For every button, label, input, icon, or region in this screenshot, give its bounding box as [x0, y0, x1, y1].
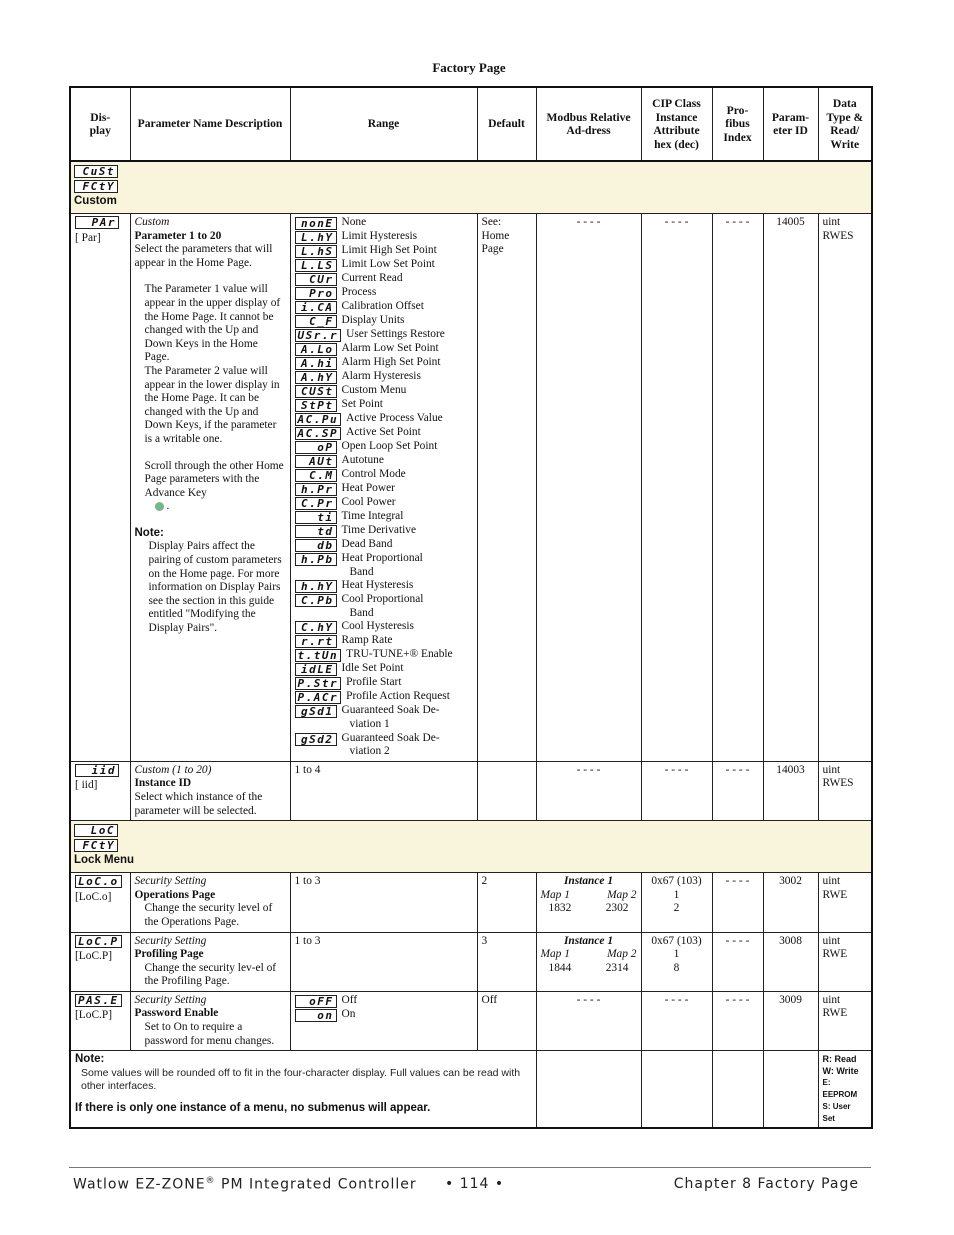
cip-value: - - - -: [641, 991, 712, 1050]
map-value: 1844: [548, 961, 572, 974]
range-option: [295, 482, 473, 496]
range-option: [295, 648, 473, 662]
range-option: [295, 704, 473, 731]
cip-attribute: 2: [673, 902, 680, 915]
lcd-display: P.Str: [295, 677, 342, 690]
header-cip: CIP Class Instance Attribute hex (dec): [641, 87, 712, 161]
range-option-label: Active Process Value: [346, 412, 443, 424]
map-label: Map 1: [540, 948, 570, 961]
lcd-display: CUr: [295, 273, 337, 286]
header-modbus: Modbus Relative Ad-dress: [536, 87, 641, 161]
legend-item: Set: [822, 1114, 835, 1124]
map-label: Map 2: [607, 888, 637, 901]
range-option-label: Current Read: [341, 272, 403, 284]
param-description: Change the security level of the Operations Page.: [144, 902, 273, 928]
header-profibus: Pro-fibus Index: [712, 87, 763, 161]
param-category: Security Setting: [134, 875, 207, 888]
range-option-label: Limit High Set Point: [341, 244, 437, 256]
range-option-label: Off: [341, 993, 358, 1006]
range-option: [295, 552, 473, 579]
header-display: Dis- play: [70, 87, 130, 161]
range-option-label: Guaranteed Soak De-: [341, 704, 440, 717]
data-type: uint: [822, 763, 841, 776]
lcd-display: AC.Pu: [295, 413, 342, 426]
range-list: [290, 214, 477, 762]
param-category: Security Setting: [134, 993, 207, 1006]
range-option-label: Custom Menu: [341, 384, 407, 396]
param-category: Security Setting: [134, 934, 207, 947]
range-option-label: Open Loop Set Point: [341, 440, 438, 452]
read-write: RWES: [822, 229, 854, 242]
lcd-display: r.rt: [295, 635, 337, 648]
lcd-display: P.ACr: [295, 691, 342, 704]
lcd-display: LoC: [74, 824, 118, 837]
read-write: RWE: [822, 888, 848, 901]
lcd-display: h.hY: [295, 580, 337, 593]
param-description: Select which instance of the parameter will be selected.: [134, 790, 263, 817]
range-option-label: On: [341, 1007, 356, 1020]
lcd-display: StPt: [295, 399, 337, 412]
header-name: Parameter Name Description: [130, 87, 290, 161]
profibus-value: - - - -: [712, 991, 763, 1050]
data-type: uint: [822, 993, 841, 1006]
default-value: See: Home Page: [477, 214, 536, 762]
lcd-display: L.hS: [295, 245, 337, 258]
lcd-display: h.Pb: [295, 553, 337, 566]
range-option-label: Heat Proportional: [341, 552, 423, 564]
lcd-display: L.LS: [295, 259, 337, 272]
param-code: [ Par]: [75, 231, 101, 244]
registered-mark: ®: [205, 1176, 216, 1186]
lcd-display: L.hY: [295, 231, 337, 244]
range-option-label: Cool Proportional: [341, 593, 424, 606]
header-default: Default: [477, 87, 536, 161]
footnote-bold: If there is only one instance of a menu, no submenus will appear.: [75, 1101, 431, 1114]
range-option: [295, 426, 473, 440]
lcd-display: nonE: [295, 217, 337, 230]
range-option: [295, 1008, 473, 1022]
range-option-label: Process: [341, 286, 377, 298]
range-option: [295, 690, 473, 704]
range-option: [295, 230, 473, 244]
range-option-label: Profile Start: [346, 676, 402, 689]
lcd-display: A.Lo: [295, 343, 337, 356]
range-option: [295, 468, 473, 482]
range-option: [295, 258, 473, 272]
range-option: [295, 510, 473, 524]
advance-key-icon: [155, 502, 164, 511]
range-value: 1 to 3: [290, 932, 477, 991]
lcd-display: PAS.E: [75, 994, 122, 1007]
range-option: [295, 286, 473, 300]
range-option: [295, 272, 473, 286]
cip-attribute: 8: [673, 961, 680, 974]
lcd-display: CUSt: [295, 385, 337, 398]
header-range: Range: [290, 87, 477, 161]
range-option-label: User Settings Restore: [346, 328, 445, 340]
range-option: [295, 370, 473, 384]
param-description: The Parameter 1 value will appear in the upper display of the Home Page. It cannot be changed with the Up and Down Keys in the Home Page.: [144, 283, 281, 364]
param-description: Select the parameters that will appear in the Home Page.: [134, 243, 273, 269]
lcd-display: C.M: [295, 469, 337, 482]
range-option: [295, 496, 473, 510]
table-row: [70, 873, 872, 932]
param-name: Password Enable: [134, 1007, 219, 1020]
param-description: The Parameter 2 value will appear in the lower display in the Home Page. It can be changed with the Up and Down Keys, if the parameter is a writable one.: [144, 364, 280, 445]
cip-class: 0x67 (103): [651, 934, 702, 947]
range-option-label: Active Set Point: [346, 426, 421, 438]
param-code: [LoC.P]: [75, 950, 113, 963]
parameter-table: [69, 86, 873, 1129]
table-header: [70, 87, 872, 161]
range-option: [295, 356, 473, 370]
instance-title: Instance 1: [563, 875, 614, 888]
profibus-value: - - - -: [712, 873, 763, 932]
param-category: Custom: [134, 216, 170, 228]
range-option: [295, 634, 473, 648]
lcd-display: iid: [75, 764, 119, 777]
range-option-label: Limit Low Set Point: [341, 258, 435, 270]
map-label: Map 1: [540, 888, 570, 901]
table-footnote: [70, 1051, 872, 1129]
param-id: 3009: [763, 991, 818, 1050]
range-option: [295, 342, 473, 356]
range-option-label-cont: Band: [349, 606, 374, 619]
param-description: Scroll through the other Home Page parameters with the Advance Key: [144, 459, 284, 499]
read-write: RWES: [822, 777, 854, 790]
range-option: [295, 579, 473, 593]
range-option-label: Heat Power: [341, 482, 395, 494]
default-value: 2: [477, 873, 536, 932]
header-data-type: Data Type & Read/ Write: [818, 87, 872, 161]
param-code: [ iid]: [75, 779, 98, 792]
footer-chapter: Chapter 8 Factory Page: [673, 1176, 859, 1192]
range-value: 1 to 3: [290, 873, 477, 932]
footer-product-rest: PM Integrated Controller: [215, 1176, 417, 1193]
lcd-display: i.CA: [295, 301, 337, 314]
page-number: • 114 •: [445, 1176, 505, 1192]
lcd-display: A.hY: [295, 371, 337, 384]
cip-class: 0x67 (103): [651, 875, 702, 888]
period: .: [166, 500, 170, 513]
param-name: Parameter 1 to 20: [134, 229, 222, 242]
modbus-instance: [536, 873, 641, 932]
range-option-label: Display Units: [341, 314, 405, 326]
param-name: Operations Page: [134, 888, 216, 901]
lcd-display: CuSt: [74, 165, 118, 178]
range-option-label: Cool Power: [341, 496, 396, 508]
note-text: Display Pairs affect the pairing of custom parameters on the Home page. For more information on Display Pairs see the section in this guide entitled "Modifying the Display Pairs".: [148, 540, 282, 635]
range-option-label: Calibration Offset: [341, 300, 424, 312]
range-option-label: Autotune: [341, 454, 384, 466]
range-option-label: Profile Action Request: [346, 690, 450, 703]
range-option-label: None: [341, 216, 367, 228]
range-option: [295, 398, 473, 412]
table-row: [70, 214, 872, 762]
footnote-label: Note:: [75, 1053, 105, 1066]
lcd-display: td: [295, 525, 337, 538]
footnote-text: Some values will be rounded off to fit in the four-character display. Full values can be read with other interfaces.: [81, 1066, 521, 1093]
section-custom: [70, 161, 872, 214]
read-write: RWE: [822, 1007, 848, 1020]
range-option-label: Set Point: [341, 398, 383, 410]
profibus-value: - - - -: [712, 932, 763, 991]
param-id: 3002: [763, 873, 818, 932]
modbus-value: - - - -: [536, 214, 641, 762]
lcd-display: gSd2: [295, 733, 337, 746]
range-option-label: Dead Band: [341, 538, 393, 550]
range-option-label: Time Derivative: [341, 524, 417, 536]
param-category: Custom (1 to 20): [134, 763, 212, 776]
lcd-display: idLE: [295, 663, 337, 676]
lcd-display: FCtY: [74, 839, 118, 852]
modbus-value: - - - -: [536, 991, 641, 1050]
range-option: [295, 732, 473, 759]
page-title: Factory Page: [432, 60, 506, 75]
range-option-label: Guaranteed Soak De-: [341, 731, 440, 744]
note-label: Note:: [134, 526, 164, 539]
footer-divider: [69, 1167, 871, 1168]
lcd-display: LoC.P: [75, 935, 122, 948]
range-option: [295, 314, 473, 328]
range-option: [295, 454, 473, 468]
table-row: [70, 991, 872, 1050]
range-option: [295, 538, 473, 552]
table-row: [70, 761, 872, 820]
read-write: RWE: [822, 948, 848, 961]
param-id: 3008: [763, 932, 818, 991]
map-value: 1832: [548, 902, 572, 915]
header-param-id: Param-eter ID: [763, 87, 818, 161]
lcd-display: on: [295, 1009, 337, 1022]
range-option-label: Control Mode: [341, 468, 406, 480]
range-option: [295, 216, 473, 230]
range-option: [295, 676, 473, 690]
lcd-display: gSd1: [295, 705, 337, 718]
param-name: Profiling Page: [134, 948, 204, 961]
range-option: [295, 244, 473, 258]
range-value: 1 to 4: [290, 761, 477, 820]
lcd-display: db: [295, 539, 337, 552]
lcd-display: oFF: [295, 995, 337, 1008]
lcd-display: C_F: [295, 315, 337, 328]
default-value: 3: [477, 932, 536, 991]
range-option-label: Ramp Rate: [341, 634, 393, 647]
param-name: Instance ID: [134, 777, 192, 790]
range-option: [295, 384, 473, 398]
range-option-label-cont: Band: [349, 565, 374, 578]
param-id: 14003: [763, 761, 818, 820]
range-option-label: Alarm Hysteresis: [341, 370, 421, 382]
data-type: uint: [822, 216, 841, 228]
lcd-display: h.Pr: [295, 483, 337, 496]
param-id: 14005: [763, 214, 818, 762]
range-option: [295, 620, 473, 634]
legend-item: E: EEPROM: [822, 1078, 858, 1100]
range-option-label: Heat Hysteresis: [341, 579, 414, 592]
lcd-display: AC.SP: [295, 427, 342, 440]
legend-item: S: User: [822, 1102, 851, 1112]
section-lock: [70, 821, 872, 873]
range-option-label: Alarm High Set Point: [341, 356, 441, 368]
map-value: 2314: [605, 961, 629, 974]
section-label: Lock Menu: [74, 854, 135, 867]
rw-legend: [818, 1051, 872, 1129]
legend-item: R: Read: [822, 1054, 857, 1065]
modbus-instance: [536, 932, 641, 991]
range-option: [295, 440, 473, 454]
lcd-display: Pro: [295, 287, 337, 300]
range-option: [295, 994, 473, 1008]
range-option: [295, 524, 473, 538]
footer-product: Watlow EZ-ZONE: [73, 1176, 206, 1193]
modbus-value: - - - -: [536, 761, 641, 820]
lcd-display: USr.r: [295, 329, 342, 342]
lcd-display: LoC.o: [75, 875, 122, 888]
range-option-label: Time Integral: [341, 510, 404, 522]
range-option-label-cont: viation 2: [349, 745, 390, 758]
legend-item: W: Write: [822, 1066, 859, 1077]
param-description: Change the security lev-el of the Profiling Page.: [144, 961, 277, 988]
lcd-display: C.Pr: [295, 497, 337, 510]
default-value: Off: [477, 991, 536, 1050]
range-list: [290, 991, 477, 1050]
range-option: [295, 593, 473, 620]
range-option-label: Cool Hysteresis: [341, 620, 414, 633]
data-type: uint: [822, 875, 841, 888]
profibus-value: - - - -: [712, 761, 763, 820]
lcd-display: ti: [295, 511, 337, 524]
profibus-value: - - - -: [712, 214, 763, 762]
data-type: uint: [822, 934, 841, 947]
map-label: Map 2: [607, 948, 637, 961]
range-option-label: TRU-TUNE+® Enable: [346, 648, 453, 661]
page-footer: [73, 1176, 859, 1196]
lcd-display: C.Pb: [295, 594, 337, 607]
section-label: Custom: [74, 195, 117, 208]
cip-instance: 1: [673, 888, 680, 901]
cip-value: - - - -: [641, 214, 712, 762]
lcd-display: t.tUn: [295, 649, 342, 662]
cip-instance: 1: [673, 948, 680, 961]
param-code: [LoC.o]: [75, 890, 112, 903]
lcd-display: AUt: [295, 455, 337, 468]
param-code: [LoC.P]: [75, 1009, 113, 1022]
range-option: [295, 662, 473, 676]
lcd-display: PAr: [75, 216, 119, 229]
range-option: [295, 412, 473, 426]
table-row: [70, 932, 872, 991]
range-option-label: Idle Set Point: [341, 662, 404, 675]
lcd-display: FCtY: [74, 180, 118, 193]
range-option-label: Limit Hysteresis: [341, 230, 418, 242]
range-option-label: Alarm Low Set Point: [341, 342, 439, 354]
instance-title: Instance 1: [563, 934, 614, 947]
map-value: 2302: [605, 902, 629, 915]
range-option-label-cont: viation 1: [349, 717, 390, 730]
param-description: Set to On to require a password for menu changes.: [144, 1021, 275, 1047]
cip-value: - - - -: [641, 761, 712, 820]
range-option: [295, 300, 473, 314]
lcd-display: C.hY: [295, 621, 337, 634]
range-option: [295, 328, 473, 342]
lcd-display: A.hi: [295, 357, 337, 370]
lcd-display: oP: [295, 441, 337, 454]
